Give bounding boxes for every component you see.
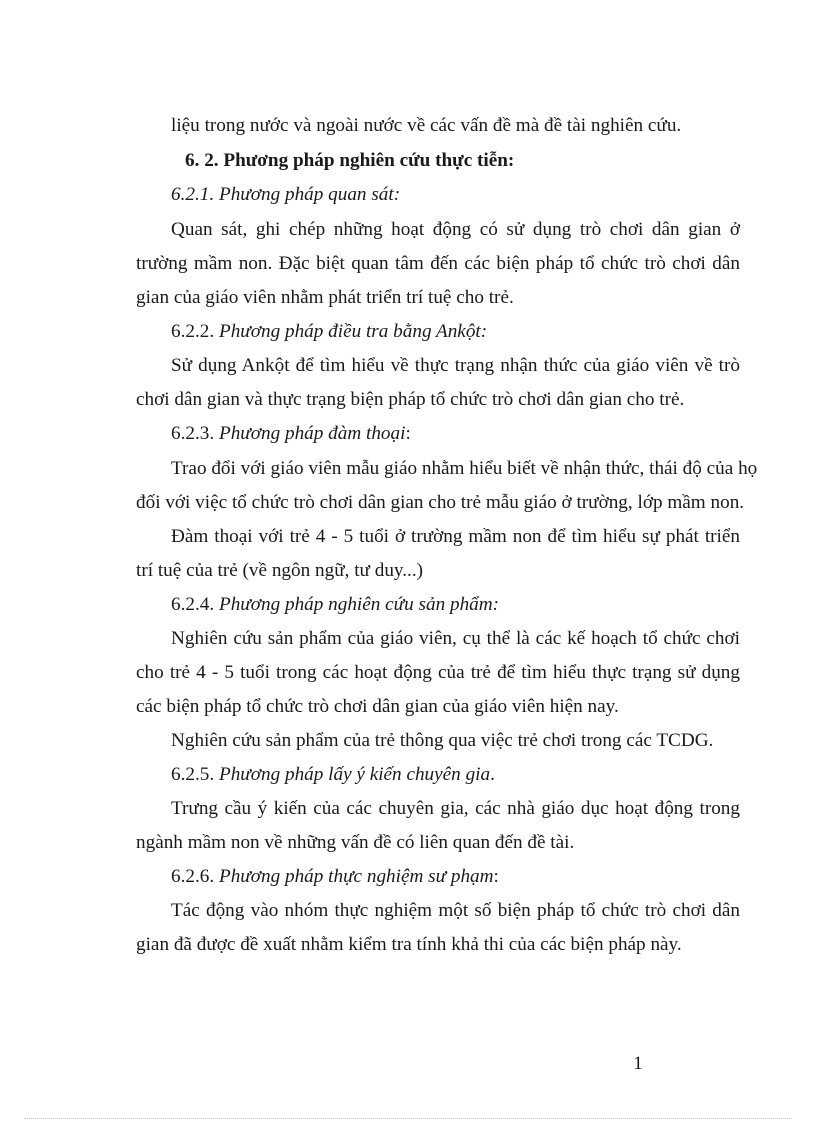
heading-punct: .: [490, 764, 495, 785]
heading-title: Phương pháp lấy ý kiến chuyên gia: [218, 764, 491, 785]
heading-title: Phương pháp đàm thoại: [218, 423, 406, 444]
heading-number: 6.2.3.: [171, 423, 219, 444]
subsection-heading-6-2-5: [171, 763, 740, 787]
text-line: chơi dân gian và thực trạng biện pháp tổ chức trò chơi dân gian cho trẻ.: [136, 389, 685, 410]
text-line: Sử dụng Ankột để tìm hiểu về thực trạng nhận thức của giáo viên về trò: [171, 355, 740, 376]
text-line: Nghiên cứu sản phẩm của trẻ thông qua việc trẻ chơi trong các TCDG.: [171, 730, 714, 751]
text-line: gian đã được đề xuất nhằm kiểm tra tính khả thi của các biện pháp này.: [136, 934, 682, 955]
text-line: cho trẻ 4 - 5 tuổi trong các hoạt động của trẻ để tìm hiểu thực trạng sử dụng: [136, 662, 740, 683]
section-heading-6-2: 6. 2. Phương pháp nghiên cứu thực tiễn:: [185, 150, 515, 171]
heading-number: 6.2.2.: [171, 321, 219, 342]
text-line: gian của giáo viên nhằm phát triển trí tuệ cho trẻ.: [136, 287, 514, 308]
heading-title: Phương pháp nghiên cứu sản phẩm:: [218, 594, 500, 615]
text-line: ngành mầm non về những vấn đề có liên quan đến đề tài.: [136, 832, 575, 853]
page-bottom-divider: [24, 1118, 792, 1119]
text-line: Nghiên cứu sản phẩm của giáo viên, cụ thể là các kế hoạch tổ chức chơi: [171, 628, 740, 649]
text-line: liệu trong nước và ngoài nước về các vấn đề mà đề tài nghiên cứu.: [171, 115, 682, 136]
text-line: Tác động vào nhóm thực nghiệm một số biện pháp tổ chức trò chơi dân: [171, 900, 740, 921]
heading-title: Phương pháp điều tra bằng Ankột:: [218, 321, 488, 342]
subsection-heading-6-2-3: [171, 422, 740, 446]
heading-title: Phương pháp thực nghiệm sư phạm: [218, 866, 494, 887]
text-line: Trưng cầu ý kiến của các chuyên gia, các nhà giáo dục hoạt động trong: [171, 798, 740, 819]
heading-number: 6.2.6.: [171, 866, 219, 887]
text-line: các biện pháp tổ chức trò chơi dân gian của giáo viên hiện nay.: [136, 696, 619, 717]
heading-number: 6.2.5.: [171, 764, 219, 785]
text-line: trí tuệ của trẻ (về ngôn ngữ, tư duy...): [136, 560, 424, 581]
heading-number: 6.2.4.: [171, 594, 219, 615]
subsection-heading-6-2-2: [171, 320, 740, 344]
text-line: đối với việc tổ chức trò chơi dân gian cho trẻ mẫu giáo ở trường, lớp mầm non.: [136, 492, 745, 513]
heading-punct: :: [493, 866, 499, 887]
text-line: Quan sát, ghi chép những hoạt động có sử dụng trò chơi dân gian ở: [171, 219, 740, 240]
heading-punct: :: [405, 423, 411, 444]
text-line: trường mầm non. Đặc biệt quan tâm đến các biện pháp tổ chức trò chơi dân: [136, 253, 740, 274]
text-line: Đàm thoại với trẻ 4 - 5 tuổi ở trường mầm non để tìm hiểu sự phát triển: [171, 526, 740, 547]
subsection-heading-6-2-6: [171, 865, 740, 889]
text-line: Trao đổi với giáo viên mẫu giáo nhằm hiểu biết về nhận thức, thái độ của họ: [171, 458, 758, 479]
subsection-heading-6-2-1: 6.2.1. Phương pháp quan sát:: [171, 184, 401, 205]
subsection-heading-6-2-4: [171, 593, 740, 617]
page-number: 1: [633, 1053, 643, 1074]
